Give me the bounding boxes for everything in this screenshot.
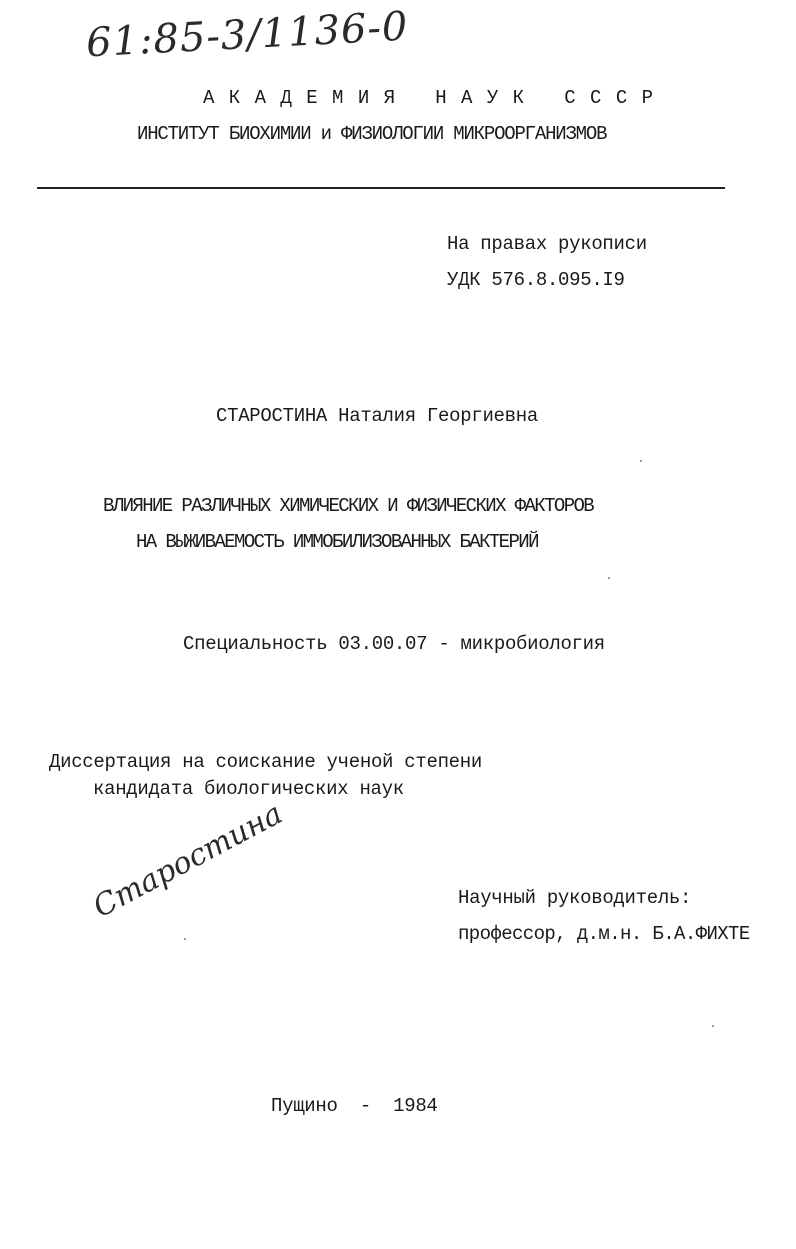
supervisor-label: Научный руководитель: xyxy=(458,887,692,909)
udc-code: УДК 576.8.095.I9 xyxy=(447,269,625,291)
manuscript-rights-note: На правах рукописи xyxy=(447,233,647,255)
scan-speck xyxy=(640,460,642,462)
place-and-year: Пущино - 1984 xyxy=(271,1095,438,1117)
dissertation-title-line-1: ВЛИЯНИЕ РАЗЛИЧНЫХ ХИМИЧЕСКИХ И ФИЗИЧЕСКИХ ФАКТОРОВ xyxy=(103,495,594,517)
institute-heading: ИНСТИТУТ БИОХИМИИ и ФИЗИОЛОГИИ МИКРООРГАНИЗМОВ xyxy=(137,123,607,145)
degree-line-1: Диссертация на соискание ученой степени xyxy=(49,751,482,773)
scan-speck xyxy=(712,1025,714,1027)
specialty: Специальность 03.00.07 - микробиология xyxy=(183,633,605,655)
archive-number: 61:85-3/1136-0 xyxy=(85,3,410,67)
supervisor-name: профессор, д.м.н. Б.А.ФИХТЕ xyxy=(458,923,750,945)
author-name: СТАРОСТИНА Наталия Георгиевна xyxy=(216,405,538,427)
scan-speck xyxy=(608,577,610,579)
author-signature: Старостина xyxy=(87,796,289,925)
degree-line-2: кандидата биологических наук xyxy=(93,778,404,800)
header-divider xyxy=(37,187,725,189)
academy-heading: А К А Д Е М И Я Н А У К С С С Р xyxy=(203,87,655,109)
dissertation-title-line-2: НА ВЫЖИВАЕМОСТЬ ИММОБИЛИЗОВАННЫХ БАКТЕРИЙ xyxy=(136,531,538,553)
scan-speck xyxy=(184,938,186,940)
